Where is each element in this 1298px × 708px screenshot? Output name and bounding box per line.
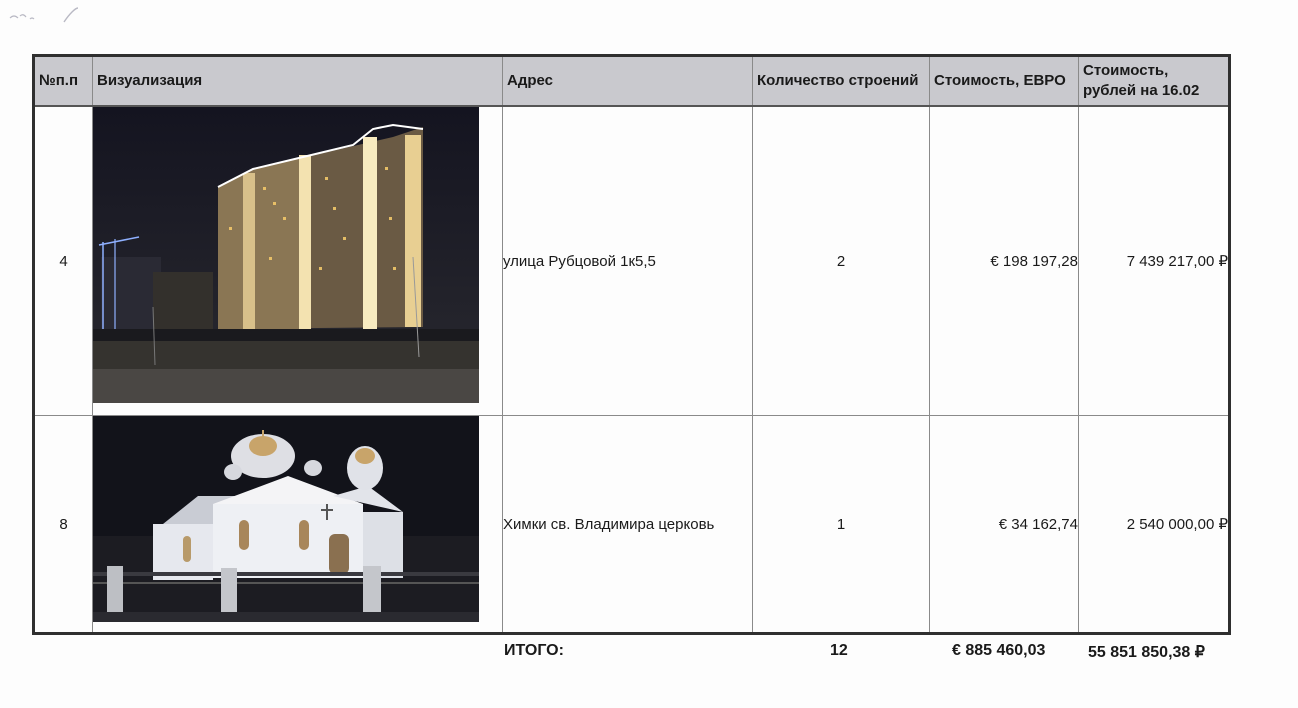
row-cost-eur: € 34 162,74	[930, 416, 1079, 634]
header-num: №п.п	[34, 56, 93, 107]
table-row	[34, 106, 1230, 416]
row-cost-eur: € 198 197,28	[930, 106, 1079, 416]
totals-row	[0, 642, 1298, 664]
row-address: Химки св. Владимира церковь	[503, 416, 753, 634]
row-num: 8	[34, 416, 93, 634]
header-address: Адрес	[503, 56, 753, 107]
row-buildings: 1	[753, 416, 930, 634]
row-cost-rub: 2 540 000,00 ₽	[1079, 416, 1230, 634]
row-buildings: 2	[753, 106, 930, 416]
visualization-cell	[93, 106, 503, 416]
totals-cost-rub: 55 851 850,38 ₽	[1088, 644, 1205, 661]
header-cost-rub: Стоимость, рублей на 16.02	[1079, 56, 1230, 107]
table-header-row	[34, 56, 1230, 107]
visualization-cell	[93, 416, 503, 634]
totals-cost-eur: € 885 460,03	[952, 642, 1046, 659]
cost-table	[32, 54, 1231, 635]
header-buildings: Количество строений	[753, 56, 930, 107]
table-row	[34, 416, 1230, 634]
row-num: 4	[34, 106, 93, 416]
pen-scribble-mark	[6, 2, 86, 28]
totals-buildings: 12	[830, 642, 848, 659]
row-cost-rub: 7 439 217,00 ₽	[1079, 106, 1230, 416]
totals-label: ИТОГО:	[504, 642, 564, 659]
header-cost-eur: Стоимость, ЕВРО	[930, 56, 1079, 107]
night-church-photo	[93, 416, 479, 622]
header-visualization: Визуализация	[93, 56, 503, 107]
row-address: улица Рубцовой 1к5,5	[503, 106, 753, 416]
night-apartment-building-photo	[93, 107, 479, 403]
